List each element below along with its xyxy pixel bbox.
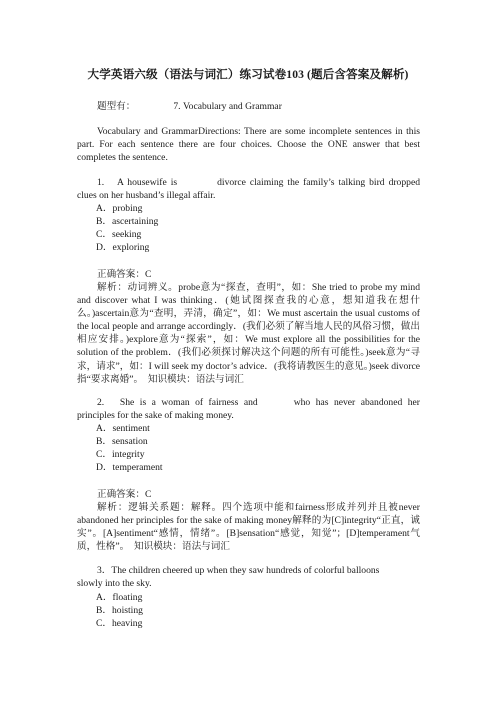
question-3-stem-continued: slowly into the sky.	[77, 578, 152, 589]
question-type-value: 7. Vocabulary and Grammar	[173, 101, 282, 112]
question-2-analysis: 解析：逻辑关系题：解释。四个选项中能和fairness形成并列并且被never abandoned her principles for the sake of making money解释的为[C]integrity“正直，诚实”。[A]sentiment“感情，情绪”。[B]sensation“感觉，知觉”；[D]temperament气质，性格”。 知识模块：语法与词汇	[77, 502, 420, 553]
question-3-stem: 3．The children cheered up when they saw hundreds of colorful balloons	[97, 565, 380, 576]
question-3-option-a: A．floating	[96, 592, 143, 603]
question-2-answer: 正确答案：C	[97, 489, 152, 500]
question-2-option-c: C．integrity	[96, 449, 145, 460]
question-type-label: 题型有：	[97, 101, 136, 112]
question-1-answer: 正确答案：C	[97, 269, 152, 280]
question-3-option-b: B．hoisting	[96, 605, 143, 616]
question-3-option-c: C．heaving	[96, 618, 143, 629]
question-1-option-c: C．seeking	[96, 229, 142, 240]
question-2-stem-before: 2. She is a woman of fairness and	[97, 397, 258, 408]
question-2-option-d: D．temperament	[96, 462, 163, 473]
question-2-option-a: A．sentiment	[96, 423, 150, 434]
question-2-stem	[77, 396, 420, 422]
question-1-option-d: D．exploring	[96, 242, 150, 253]
question-1-stem-before: 1. A housewife is	[97, 177, 178, 188]
question-1-stem-after: divorce claiming the family’s talking bird dropped clues on her husband’s illegal affair.	[77, 177, 421, 202]
question-type-line	[97, 98, 282, 112]
question-1-option-b: B．ascertaining	[96, 216, 159, 227]
question-1-analysis: 解析：动词辨义。probe意为“探查，查明”，如：She tried to probe my mind and discover what I was thinking．(她试图探查我的心意，想知道我在想什么。)ascertain意为“查明，弄清，确定”，如：We must ascertain the usual customs of the local people and arrange accordingly．(我们必须了解当地人民的风俗习惯，做出相应安排。)explore意为“探索”，如：We must explore all the possibilities for the solution of the problem．(我们必须探讨解决这个问题的所有可能性。)seek意为“寻求，请求”，如：I will seek my doctor’s advice．(我将请教医生的意见。)seek divorce指“要求离婚”。 知识模块：语法与词汇	[77, 282, 420, 385]
question-2-stem-after: who has never abandoned her principles for the sake of making money.	[77, 397, 420, 422]
question-2-option-b: B．sensation	[96, 436, 148, 447]
question-1-stem	[77, 176, 420, 202]
question-1-option-a: A．probing	[96, 203, 143, 214]
document-title: 大学英语六级（语法与词汇）练习试卷103 (题后含答案及解析)	[87, 68, 409, 81]
directions-text: Vocabulary and GrammarDirections: There are some incomplete sentences in this part. For each sentence there are four choices. Choose the ONE answer that best completes the sentence.	[77, 126, 420, 164]
